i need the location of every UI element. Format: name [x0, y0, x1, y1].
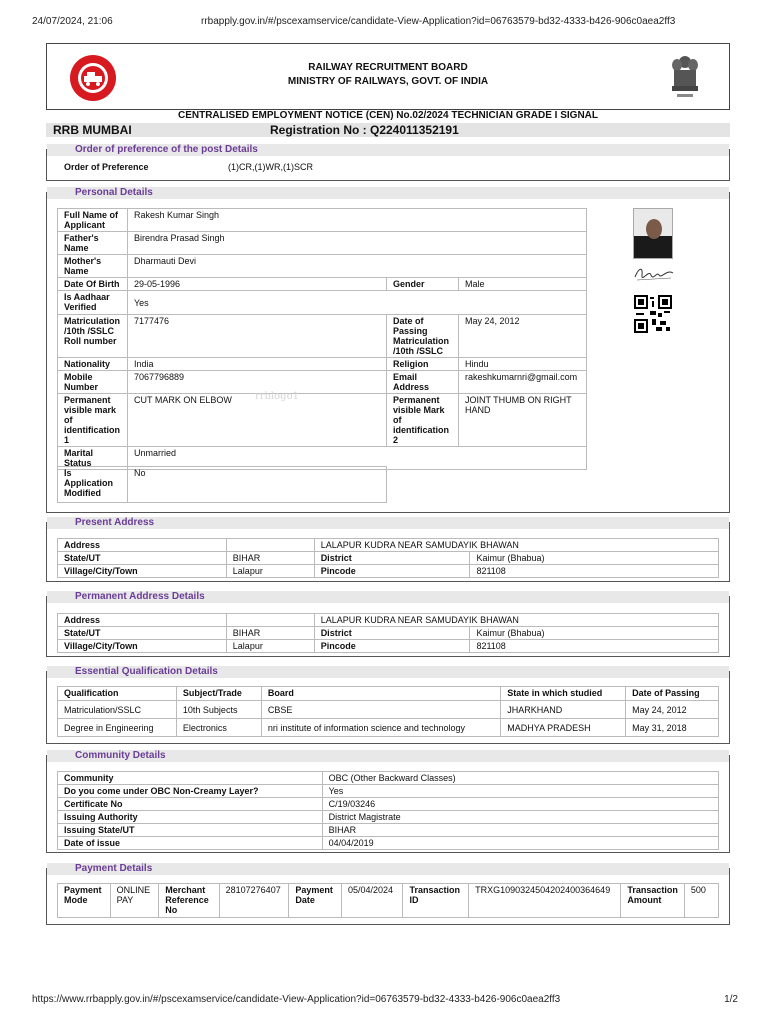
matric-value: 7177476: [127, 315, 386, 358]
state-value: BIHAR: [226, 627, 314, 640]
mark2-label: Permanent visible Mark of identification 2: [387, 394, 459, 447]
passing-label: Date of Passing Matriculation /10th /SSLC: [387, 315, 459, 358]
page-number: 1/2: [724, 994, 738, 1005]
community-value: District Magistrate: [322, 811, 718, 824]
qual-cell: 10th Subjects: [176, 701, 261, 719]
aadhaar-value: Yes: [127, 291, 586, 315]
qual-header: Date of Passing: [626, 687, 719, 701]
religion-value: Hindu: [459, 358, 587, 371]
section-title: Essential Qualification Details: [47, 666, 729, 678]
address-value: LALAPUR KUDRA NEAR SAMUDAYIK BHAWAN: [314, 614, 718, 627]
merchant-value: 28107276407: [219, 884, 289, 918]
community-label: Date of issue: [58, 837, 323, 850]
qual-cell: CBSE: [261, 701, 500, 719]
present-address-table: [57, 538, 719, 578]
nationality-label: Nationality: [58, 358, 128, 371]
section-title: Order of preference of the post Details: [47, 144, 729, 156]
religion-label: Religion: [387, 358, 459, 371]
village-value: Lalapur: [226, 640, 314, 653]
mobile-label: Mobile Number: [58, 371, 128, 394]
father-value: Birendra Prasad Singh: [127, 232, 586, 255]
district-value: Kaimur (Bhabua): [470, 627, 719, 640]
district-label: District: [314, 627, 470, 640]
matric-label: Matriculation /10th /SSLC Roll number: [58, 315, 128, 358]
passing-value: May 24, 2012: [459, 315, 587, 358]
district-value: Kaimur (Bhabua): [470, 552, 719, 565]
applicant-signature: [633, 263, 675, 283]
address-label: Address: [58, 539, 227, 552]
state-value: BIHAR: [226, 552, 314, 565]
merchant-label: Merchant Reference No: [159, 884, 219, 918]
section-title: Payment Details: [47, 863, 729, 875]
section-title: Community Details: [47, 750, 729, 762]
qualification-table: [57, 686, 719, 737]
district-label: District: [314, 552, 470, 565]
national-emblem-icon: [665, 52, 705, 102]
mobile-value: 7067796889: [127, 371, 386, 394]
ministry-name: MINISTRY OF RAILWAYS, GOVT. OF INDIA: [287, 76, 489, 87]
section-title: Present Address: [47, 517, 729, 529]
print-header: [32, 16, 736, 30]
community-value: BIHAR: [322, 824, 718, 837]
aadhaar-label: Is Aadhaar Verified: [58, 291, 128, 315]
qual-cell: Electronics: [176, 719, 261, 737]
registration-bar: [46, 123, 730, 137]
board-header: [46, 43, 730, 110]
qual-cell: May 31, 2018: [626, 719, 719, 737]
nationality-value: India: [127, 358, 386, 371]
payment-table: [57, 883, 719, 918]
qual-cell: Degree in Engineering: [58, 719, 177, 737]
modified-value: No: [127, 467, 386, 503]
section-title: Personal Details: [47, 187, 729, 199]
address-value: LALAPUR KUDRA NEAR SAMUDAYIK BHAWAN: [314, 539, 718, 552]
table-row: [58, 719, 719, 737]
community-label: Issuing Authority: [58, 811, 323, 824]
preference-section: [46, 144, 730, 181]
gender-label: Gender: [387, 278, 459, 291]
gender-value: Male: [459, 278, 587, 291]
full-name-value: Rakesh Kumar Singh: [127, 209, 586, 232]
applicant-photo: [633, 208, 673, 259]
pincode-value: 821108: [470, 565, 719, 578]
mother-label: Mother's Name: [58, 255, 128, 278]
community-value: Yes: [322, 785, 718, 798]
village-value: Lalapur: [226, 565, 314, 578]
qr-code-icon: [634, 295, 672, 333]
amount-label: Transaction Amount: [621, 884, 685, 918]
village-label: Village/City/Town: [58, 565, 227, 578]
payment-mode-value: ONLINE PAY: [110, 884, 159, 918]
full-name-label: Full Name of Applicant: [58, 209, 128, 232]
qual-cell: May 24, 2012: [626, 701, 719, 719]
transaction-id-value: TRXG1090324504202400364649: [469, 884, 621, 918]
print-url: rrbapply.gov.in/#/pscexamservice/candidate-View-Application?id=06763579-bd32-4333-b426-906c0aea2ff3: [201, 16, 676, 27]
transaction-id-label: Transaction ID: [403, 884, 469, 918]
board-title: [47, 61, 729, 89]
qual-cell: nri institute of information science and technology: [261, 719, 500, 737]
pincode-label: Pincode: [314, 565, 470, 578]
address-label: Address: [58, 614, 227, 627]
cen-title: CENTRALISED EMPLOYMENT NOTICE (CEN) No.02/2024 TECHNICIAN GRADE I SIGNAL: [177, 110, 599, 121]
email-value: rakeshkumarnri@gmail.com: [459, 371, 587, 394]
modified-label: Is Application Modified: [58, 467, 128, 503]
qual-cell: JHARKHAND: [501, 701, 626, 719]
mark1-value: CUT MARK ON ELBOW: [127, 394, 386, 447]
community-value: C/19/03246: [322, 798, 718, 811]
registration-number: Registration No : Q224011352191: [270, 123, 459, 137]
email-label: Email Address: [387, 371, 459, 394]
pincode-label: Pincode: [314, 640, 470, 653]
print-timestamp: 24/07/2024, 21:06: [32, 16, 113, 27]
community-label: Certificate No: [58, 798, 323, 811]
rrb-zone: RRB MUMBAI: [53, 123, 132, 137]
permanent-address-table: [57, 613, 719, 653]
modified-table: [57, 466, 387, 503]
qual-header: Subject/Trade: [176, 687, 261, 701]
marital-label: Marital Status: [58, 447, 128, 470]
state-label: State/UT: [58, 627, 227, 640]
qual-header: Board: [261, 687, 500, 701]
community-value: OBC (Other Backward Classes): [322, 772, 718, 785]
payment-date-value: 05/04/2024: [342, 884, 403, 918]
watermark-text: rrblogo1: [255, 391, 299, 402]
board-name: RAILWAY RECRUITMENT BOARD: [308, 62, 468, 73]
community-label: Issuing State/UT: [58, 824, 323, 837]
qual-cell: MADHYA PRADESH: [501, 719, 626, 737]
village-label: Village/City/Town: [58, 640, 227, 653]
dob-label: Date Of Birth: [58, 278, 128, 291]
mark2-value: JOINT THUMB ON RIGHT HAND: [459, 394, 587, 447]
table-row: [58, 701, 719, 719]
preference-value: (1)CR,(1)WR,(1)SCR: [228, 162, 313, 172]
mother-value: Dharmauti Devi: [127, 255, 586, 278]
community-table: [57, 771, 719, 850]
community-label: Community: [58, 772, 323, 785]
payment-date-label: Payment Date: [289, 884, 342, 918]
personal-table: [57, 208, 587, 470]
section-title: Permanent Address Details: [47, 591, 729, 603]
mark1-label: Permanent visible mark of identification 1: [58, 394, 128, 447]
state-label: State/UT: [58, 552, 227, 565]
preference-label: Order of Preference: [64, 162, 149, 172]
community-value: 04/04/2019: [322, 837, 718, 850]
qual-header: Qualification: [58, 687, 177, 701]
pincode-value: 821108: [470, 640, 719, 653]
marital-value: Unmarried: [127, 447, 586, 470]
dob-value: 29-05-1996: [127, 278, 386, 291]
father-label: Father's Name: [58, 232, 128, 255]
community-label: Do you come under OBC Non-Creamy Layer?: [58, 785, 323, 798]
amount-value: 500: [684, 884, 718, 918]
payment-mode-label: Payment Mode: [58, 884, 111, 918]
qual-cell: Matriculation/SSLC: [58, 701, 177, 719]
footer-url: https://www.rrbapply.gov.in/#/pscexamservice/candidate-View-Application?id=06763579-bd32-4333-b426-906c0aea2ff3: [32, 994, 561, 1005]
qual-header: State in which studied: [501, 687, 626, 701]
